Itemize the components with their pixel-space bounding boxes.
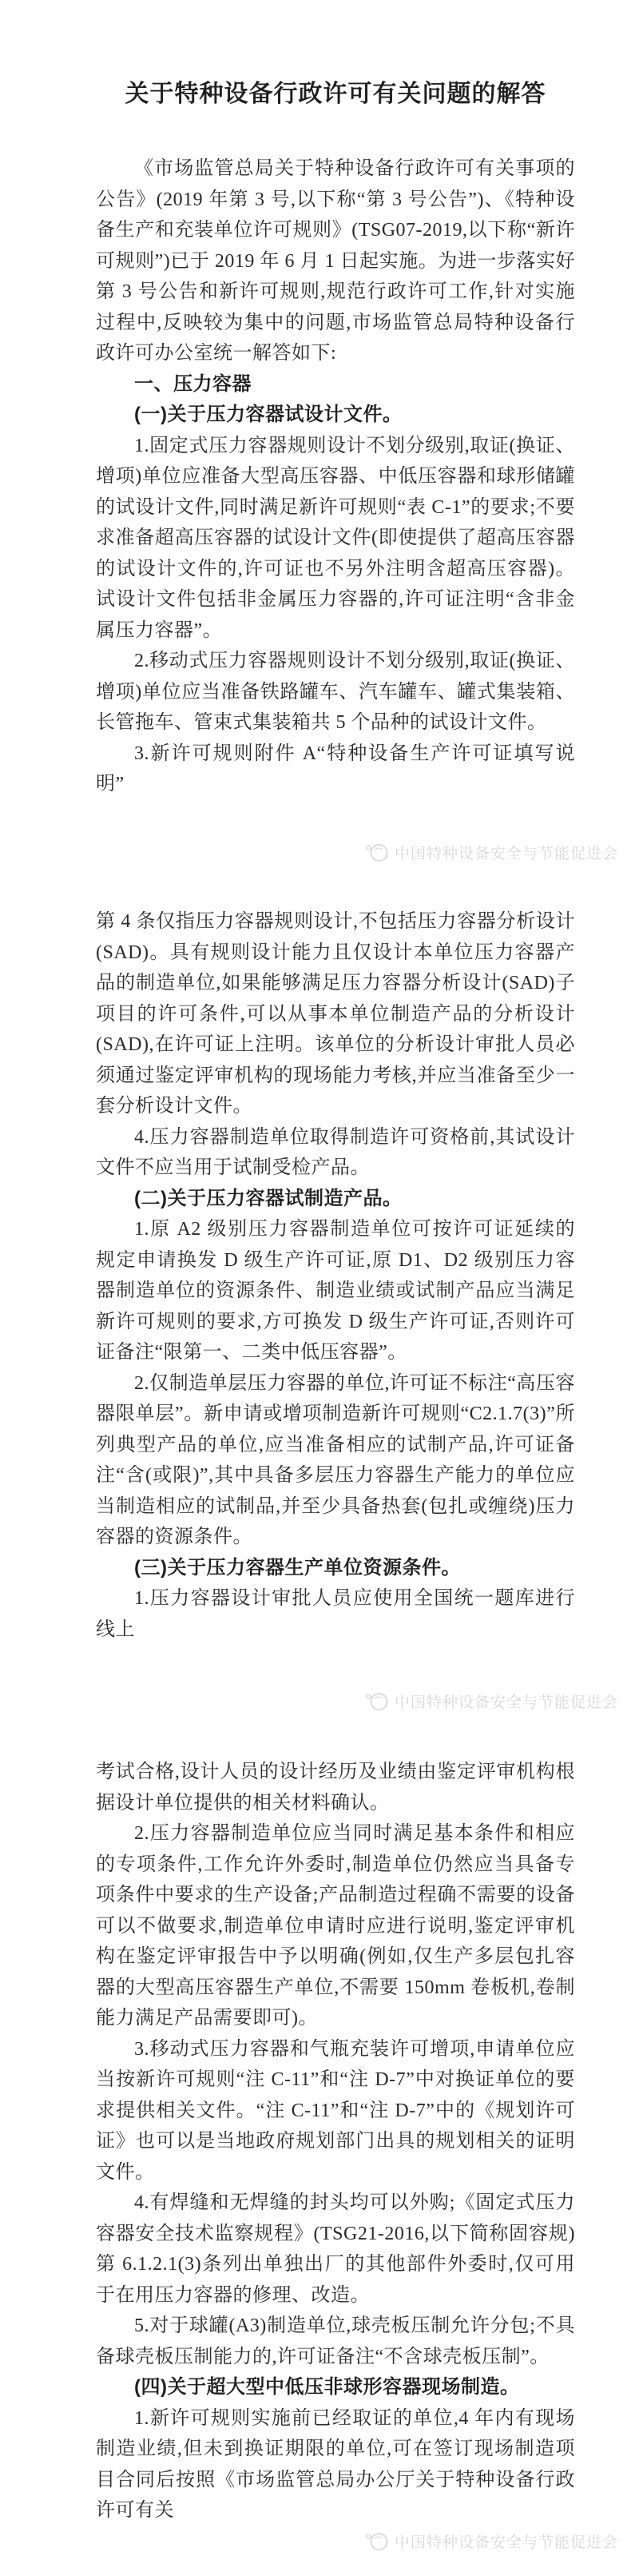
page-3	[0, 1736, 639, 2576]
paragraph: 1.原 A2 级别压力容器制造单位可按许可证延续的规定申请换发 D 级生产许可证,原 D1、D2 级别压力容器制造单位的资源条件、制造业绩或试制产品应当满足新许可规则的要求,方可换发 D 级生产许可证,否则许可证备注“限第一、二类中低压容器”。	[96, 1219, 575, 1363]
document-title: 关于特种设备行政许可有关问题的解答	[125, 81, 546, 107]
paragraph: 2.压力容器制造单位应当同时满足基本条件和相应的专项条件,工作允许外委时,制造单位仍然应当具备专项条件中要求的生产设备;产品制造过程确不需要的设备可以不做要求,制造单位申请时应进行说明,鉴定评审机构在鉴定评审报告中予以明确(例如,仅生产多层包扎容器的大型高压容器生产单位,不需要 150mm 卷板机,卷制能力满足产品需要即可)。	[96, 1823, 575, 2029]
council-logo-icon	[365, 842, 389, 863]
paragraph-continuation: 考试合格,设计人员的设计经历及业绩由鉴定评审机构根据设计单位提供的相关材料确认。	[96, 1762, 575, 1814]
paragraph: 《市场监管总局关于特种设备行政许可有关事项的公告》(2019 年第 3 号,以下称“第 3 号公告”)、《特种设备生产和充装单位许可规则》(TSG07-2019,以下称“新许可规则”)已于 2019 年 6 月 1 日起实施。为进一步落实好第 3 号公告和新许可规则,规范行政许可工作,针对实施过程中,反映较为集中的问题,市场监管总局特种设备行政许可办公室统一解答如下:	[96, 158, 575, 364]
watermark	[365, 2530, 618, 2552]
paragraph-continuation: 第 4 条仅指压力容器规则设计,不包括压力容器分析设计(SAD)。具有规则设计能力且仅设计本单位压力容器产品的制造单位,如果能够满足压力容器分析设计(SAD)子项目的许可条件,可以从事本单位制造产品的分析设计(SAD),在许可证上注明。该单位的分析设计审批人员必须通过鉴定评审机构的现场能力考核,并应当准备至少一套分析设计文件。	[96, 911, 575, 1117]
watermark	[365, 1690, 618, 1712]
watermark	[365, 842, 618, 863]
paragraph: 1.固定式压力容器规则设计不划分级别,取证(换证、增项)单位应准备大型高压容器、中低压容器和球形储罐的试设计文件,同时满足新许可规则“表 C-1”的要求;不要求准备超高压容器的试设计文件(即使提供了超高压容器的试设计文件的,许可证也不另外注明含超高压容器)。试设计文件包括非金属压力容器的,许可证注明“含非金属压力容器”。	[96, 435, 575, 641]
council-logo-icon	[365, 1690, 389, 1712]
section-heading: (二)关于压力容器试制造产品。	[134, 1187, 403, 1209]
watermark-text: 中国特种设备安全与节能促进会	[394, 846, 618, 862]
paragraph: 3.移动式压力容器和气瓶充装许可增项,申请单位应当按新许可规则“注 C-11”和“注 D-7”中对换证单位的要求提供相关文件。“注 C-11”和“注 D-7”中的《规划许可证》也可以是当地政府规划部门出具的规划相关的证明文件。	[96, 2038, 575, 2183]
paragraph: 4.压力容器制造单位取得制造许可资格前,其试设计文件不应当用于试制受检产品。	[96, 1126, 575, 1178]
paragraph: 1.压力容器设计审批人员应使用全国统一题库进行线上	[96, 1588, 575, 1640]
council-logo-icon	[365, 2530, 389, 2552]
paragraph: 3.新许可规则附件 A“特种设备生产许可证填写说明”	[96, 743, 575, 794]
page-1	[0, 0, 639, 887]
chapter-heading: 一、压力容器	[134, 372, 252, 395]
paragraph: 1.新许可规则实施前已经取证的单位,4 年内有现场制造业绩,但未到换证期限的单位,可在签订现场制造项目合同后按照《市场监管总局办公厅关于特种设备行政许可有关	[96, 2407, 575, 2521]
paragraph: 2.移动式压力容器规则设计不划分级别,取证(换证、增项)单位应当准备铁路罐车、汽车罐车、罐式集装箱、长管拖车、管束式集装箱共 5 个品种的试设计文件。	[96, 651, 575, 733]
paragraph: 2.仅制造单层压力容器的单位,许可证不标注“高压容器限单层”。新申请或增项制造新许可规则“C2.1.7(3)”所列典型产品的单位,应当准备相应的试制产品,许可证备注“含(或限)”,其中具备多层压力容器生产能力的单位应当制造相应的试制品,并至少具备热套(包扎或缠绕)压力容器的资源条件。	[96, 1372, 575, 1547]
page-2	[0, 887, 639, 1736]
section-heading: (四)关于超大型中低压非球形容器现场制造。	[134, 2376, 520, 2398]
watermark-text: 中国特种设备安全与节能促进会	[394, 1694, 618, 1711]
paragraph: 4.有焊缝和无焊缝的封头均可以外购;《固定式压力容器安全技术监察规程》(TSG21-2016,以下简称固容规)第 6.1.2.1(3)条列出单独出厂的其他部件外委时,仅可用于在用压力容器的修理、改造。	[96, 2192, 575, 2306]
paragraph: 5.对于球罐(A3)制造单位,球壳板压制允许分包;不具备球壳板压制能力的,许可证备注“不含球壳板压制”。	[96, 2315, 575, 2367]
section-heading: (一)关于压力容器试设计文件。	[134, 404, 403, 425]
watermark-text: 中国特种设备安全与节能促进会	[394, 2534, 618, 2551]
section-heading: (三)关于压力容器生产单位资源条件。	[134, 1556, 461, 1579]
